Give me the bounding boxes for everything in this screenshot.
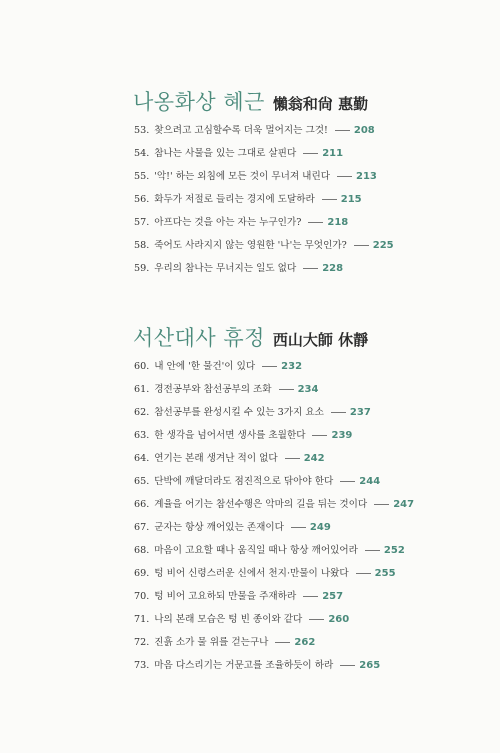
entry-title: 내 안에 '한 물건'이 있다 — [154, 361, 256, 372]
entry-number: 55. — [134, 171, 150, 182]
leader-line — [365, 550, 380, 551]
entry-number: 70. — [134, 591, 150, 602]
entry-number: 59. — [134, 263, 150, 274]
toc-entry[interactable] — [134, 450, 325, 464]
leader-line — [262, 366, 277, 367]
toc-entry[interactable] — [134, 381, 318, 395]
leader-line — [303, 268, 318, 269]
toc-entry[interactable] — [134, 565, 396, 579]
entry-title: 마음 다스리기는 거문고를 조율하듯이 하라 — [154, 660, 334, 671]
entry-number: 62. — [134, 407, 150, 418]
leader-line — [275, 642, 290, 643]
entry-page: 244 — [359, 476, 381, 487]
leader-line — [335, 130, 350, 131]
toc-entry[interactable] — [134, 260, 343, 274]
entry-page: 239 — [331, 430, 353, 441]
entry-title: 경전공부와 참선공부의 조화 — [154, 384, 272, 395]
entry-page: 247 — [393, 499, 415, 510]
leader-line — [374, 504, 389, 505]
entry-title: 아프다는 것을 아는 자는 누구인가? — [154, 217, 302, 228]
section-title: 나옹화상 혜근 — [133, 90, 265, 114]
entry-number: 66. — [134, 499, 150, 510]
toc-entry[interactable] — [134, 634, 315, 648]
entry-page: 232 — [281, 361, 303, 372]
entry-page: 215 — [340, 194, 362, 205]
leader-line — [340, 481, 355, 482]
entry-title: 화두가 저절로 들리는 경지에 도달하라 — [154, 194, 315, 205]
entry-number: 69. — [134, 568, 150, 579]
leader-line — [309, 619, 324, 620]
entry-page: 242 — [303, 453, 325, 464]
leader-line — [340, 665, 355, 666]
entry-number: 58. — [134, 240, 150, 251]
toc-entry[interactable] — [134, 519, 331, 533]
toc-entry[interactable] — [134, 214, 348, 228]
entry-number: 63. — [134, 430, 150, 441]
entry-page: 228 — [322, 263, 344, 274]
entry-title: 찾으려고 고심할수록 더욱 멀어지는 그것! — [154, 125, 328, 136]
leader-line — [354, 245, 369, 246]
leader-line — [331, 412, 346, 413]
toc-entry[interactable] — [134, 588, 343, 602]
entry-page: 265 — [359, 660, 381, 671]
toc-entry[interactable] — [134, 237, 394, 251]
entry-number: 56. — [134, 194, 150, 205]
entry-page: 225 — [372, 240, 394, 251]
entry-title: 연기는 본래 생겨난 적이 없다 — [154, 453, 278, 464]
section-heading — [133, 322, 368, 352]
entry-title: 계율을 어기는 참선수행은 악마의 길을 뒤는 것이다 — [154, 499, 368, 510]
leader-line — [356, 573, 371, 574]
leader-line — [303, 153, 318, 154]
leader-line — [285, 458, 300, 459]
toc-entry[interactable] — [134, 611, 349, 625]
entry-number: 68. — [134, 545, 150, 556]
entry-number: 60. — [134, 361, 150, 372]
entry-number: 72. — [134, 637, 150, 648]
entry-page: 257 — [322, 591, 344, 602]
toc-entry[interactable] — [134, 404, 371, 418]
entry-number: 53. — [134, 125, 150, 136]
leader-line — [322, 199, 337, 200]
entry-title: 단박에 깨달더라도 점진적으로 닦아야 한다 — [154, 476, 334, 487]
entry-page: 255 — [374, 568, 396, 579]
section-heading — [133, 86, 368, 116]
section-title-hanja: 懶翁和尙 惠勤 — [272, 95, 369, 113]
toc-entry[interactable] — [134, 168, 377, 182]
entry-number: 54. — [134, 148, 150, 159]
toc-entry[interactable] — [134, 191, 362, 205]
toc-entry[interactable] — [134, 473, 380, 487]
toc-entry[interactable] — [134, 427, 352, 441]
entry-page: 260 — [328, 614, 350, 625]
entry-number: 73. — [134, 660, 150, 671]
toc-entry[interactable] — [134, 358, 302, 372]
entry-page: 234 — [297, 384, 319, 395]
toc-entry[interactable] — [134, 657, 380, 671]
entry-number: 64. — [134, 453, 150, 464]
toc-entry[interactable] — [134, 145, 343, 159]
entry-page: 211 — [322, 148, 344, 159]
entry-page: 249 — [309, 522, 331, 533]
toc-entry[interactable] — [134, 122, 375, 136]
entry-page: 262 — [294, 637, 316, 648]
entry-title: 군자는 항상 깨어있는 존재이다 — [154, 522, 284, 533]
entry-title: 죽어도 사라지지 않는 영원한 '나'는 무엇인가? — [154, 240, 347, 251]
entry-number: 61. — [134, 384, 150, 395]
entry-number: 65. — [134, 476, 150, 487]
leader-line — [337, 176, 352, 177]
entry-page: 218 — [327, 217, 349, 228]
entry-number: 57. — [134, 217, 150, 228]
toc-entry[interactable] — [134, 542, 405, 556]
leader-line — [279, 389, 294, 390]
entry-title: 텅 비어 신령스러운 신에서 천지·만물이 나왔다 — [154, 568, 349, 579]
entry-page: 208 — [353, 125, 375, 136]
entry-title: 참나는 사물을 있는 그대로 살핀다 — [154, 148, 297, 159]
entry-page: 213 — [355, 171, 377, 182]
entry-title: 참선공부를 완성시킬 수 있는 3가지 요소 — [154, 407, 324, 418]
entry-page: 252 — [383, 545, 405, 556]
section-title-hanja: 西山大師 休靜 — [272, 331, 369, 349]
leader-line — [312, 435, 327, 436]
entry-title: 텅 비어 고요하되 만물을 주재하라 — [154, 591, 297, 602]
entry-page: 237 — [349, 407, 371, 418]
section-title: 서산대사 휴정 — [133, 326, 265, 350]
entry-title: 우리의 참나는 무너지는 일도 없다 — [154, 263, 297, 274]
leader-line — [303, 596, 318, 597]
entry-title: 진흙 소가 물 위를 걷는구나 — [154, 637, 269, 648]
entry-title: 한 생각을 넘어서면 생사를 초월한다 — [154, 430, 306, 441]
entry-title: 마음이 고요할 때나 움직일 때나 항상 깨어있어라 — [154, 545, 358, 556]
toc-entry[interactable] — [134, 496, 414, 510]
leader-line — [308, 222, 323, 223]
entry-number: 71. — [134, 614, 150, 625]
entry-title: 나의 본래 모습은 텅 빈 종이와 같다 — [154, 614, 303, 625]
leader-line — [291, 527, 306, 528]
entry-title: '악!' 하는 외침에 모든 것이 무너져 내린다 — [154, 171, 330, 182]
entry-number: 67. — [134, 522, 150, 533]
